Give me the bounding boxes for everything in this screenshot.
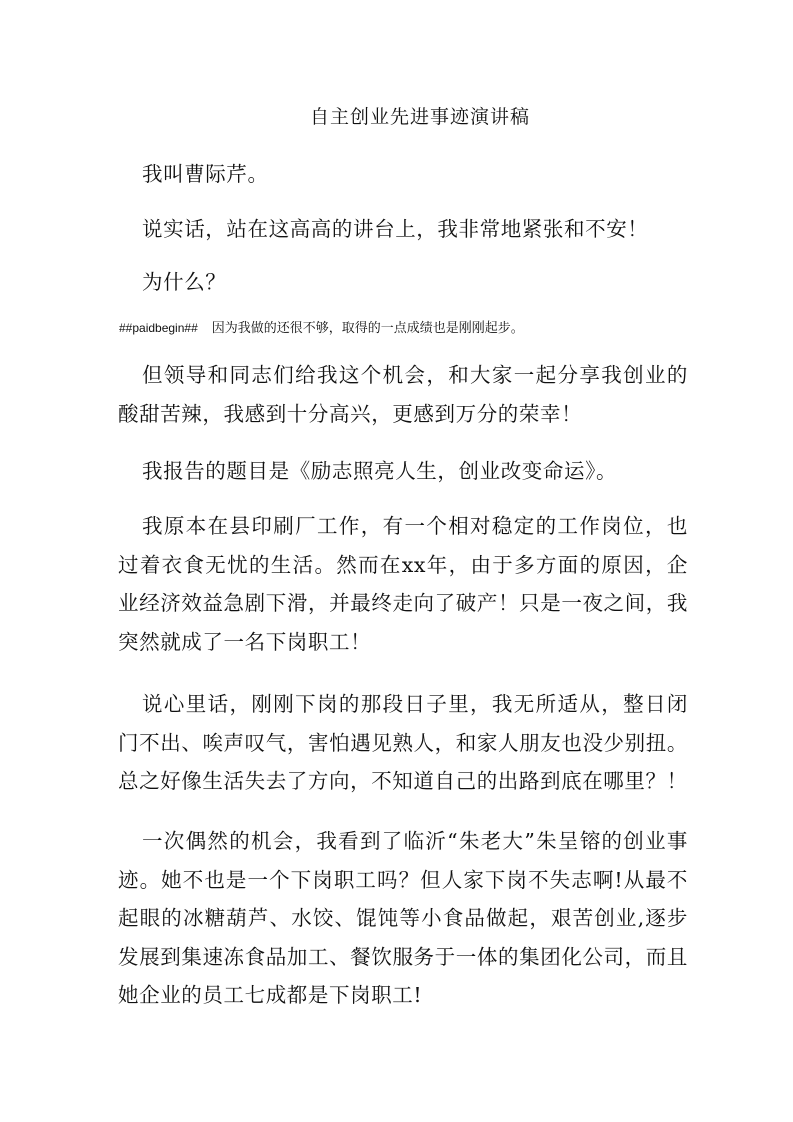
- paragraph-report-topic: 我报告的题目是《励志照亮人生，创业改变命运》。: [142, 459, 618, 483]
- paragraph-inspiration: 一次偶然的机会，我看到了临沂“朱老大”朱呈镕的创业事迹。她不也是一个下岗职工吗？但人家下岗不失志啊!从最不起眼的冰糖葫芦、水饺、馄饨等小食品做起，艰苦创业,逐步发展到集速冻食品加工、餐饮服务于一体的集团化公司，而且她企业的员工七成都是下岗职工!: [118, 829, 688, 1007]
- paid-begin-text: 因为我做的还很不够，取得的一点成绩也是刚刚起步。: [211, 321, 524, 336]
- paid-begin-marker: ##paidbegin##: [119, 321, 198, 335]
- paragraph-feelings: 说心里话，刚刚下岗的那段日子里，我无所适从，整日闭门不出、唉声叹气，害怕遇见熟人，和家人朋友也没少别扭。总之好像生活失去了方向，不知道自己的出路到底在哪里？！: [118, 692, 688, 793]
- paragraph-nervous: 说实话，站在这高高的讲台上，我非常地紧张和不安！: [142, 217, 649, 241]
- paragraph-why: 为什么？: [142, 270, 227, 294]
- page-title: 自主创业先进事迹演讲稿: [309, 106, 530, 128]
- paragraph-layoff: 我原本在县印刷厂工作，有一个相对稳定的工作岗位，也过着衣食无忧的生活。然而在xx年，由于多方面的原因，企业经济效益急剧下滑，并最终走向了破产！只是一夜之间，我突然就成了一名下岗职工！: [118, 514, 688, 654]
- paragraph-opportunity: 但领导和同志们给我这个机会，和大家一起分享我创业的酸甜苦辣，我感到十分高兴，更感到万分的荣幸！: [118, 363, 688, 426]
- paragraph-name: 我叫曹际芹。: [142, 162, 269, 186]
- paid-begin-note: [119, 318, 719, 339]
